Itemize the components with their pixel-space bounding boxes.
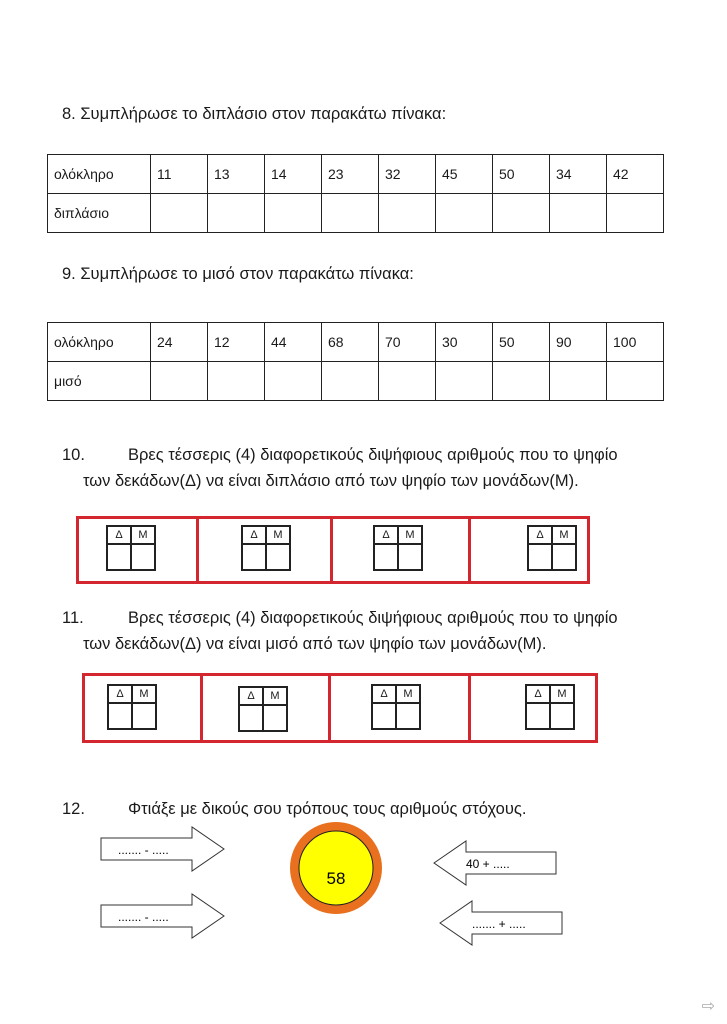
tens-units-grid[interactable] bbox=[371, 684, 421, 730]
value-cell: 44 bbox=[265, 323, 322, 362]
answer-box[interactable] bbox=[203, 676, 331, 740]
units-label: Μ bbox=[266, 526, 290, 544]
arrow-expression: ....... + ..... bbox=[472, 917, 526, 931]
answer-cell[interactable] bbox=[607, 194, 664, 233]
value-cell: 24 bbox=[151, 323, 208, 362]
q11-line2: των δεκάδων(Δ) να είναι μισό από των ψηφίο των μονάδων(Μ). bbox=[83, 635, 547, 653]
arrow-expression: ....... - ..... bbox=[118, 843, 169, 857]
units-cell[interactable] bbox=[396, 703, 420, 729]
arrow-right-icon[interactable] bbox=[100, 893, 226, 939]
tens-units-grid[interactable] bbox=[373, 525, 423, 571]
value-cell: 30 bbox=[436, 323, 493, 362]
table-row bbox=[48, 362, 664, 401]
q10-line2: των δεκάδων(Δ) να είναι διπλάσιο από των ψηφίο των μονάδων(Μ). bbox=[83, 472, 579, 490]
q10-answer-strip bbox=[76, 516, 590, 584]
tens-units-grid[interactable] bbox=[525, 684, 575, 730]
row-label-double: διπλάσιο bbox=[48, 194, 151, 233]
answer-cell[interactable] bbox=[151, 362, 208, 401]
tens-cell[interactable] bbox=[107, 544, 131, 570]
q10-number: 10. bbox=[62, 446, 85, 464]
value-cell: 100 bbox=[607, 323, 664, 362]
target-number: 58 bbox=[326, 869, 346, 888]
q11-answer-strip bbox=[82, 673, 598, 743]
units-cell[interactable] bbox=[266, 544, 290, 570]
answer-box[interactable] bbox=[85, 676, 203, 740]
value-cell: 14 bbox=[265, 155, 322, 194]
answer-cell[interactable] bbox=[379, 194, 436, 233]
tens-label: Δ bbox=[528, 526, 552, 544]
q8-table bbox=[47, 154, 664, 233]
units-cell[interactable] bbox=[132, 703, 156, 729]
answer-box[interactable] bbox=[333, 519, 471, 581]
q8-instruction: 8. Συμπλήρωσε το διπλάσιο στον παρακάτω πίνακα: bbox=[62, 105, 447, 123]
units-cell[interactable] bbox=[263, 705, 287, 731]
value-cell: 13 bbox=[208, 155, 265, 194]
answer-box[interactable] bbox=[471, 519, 587, 581]
value-cell: 12 bbox=[208, 323, 265, 362]
value-cell: 90 bbox=[550, 323, 607, 362]
q9-table bbox=[47, 322, 664, 401]
answer-cell[interactable] bbox=[493, 362, 550, 401]
arrow-left-icon[interactable] bbox=[438, 900, 564, 946]
arrow-right-icon[interactable]: ⇨ bbox=[701, 998, 715, 1015]
answer-box[interactable] bbox=[199, 519, 333, 581]
answer-cell[interactable] bbox=[550, 362, 607, 401]
tens-units-grid[interactable] bbox=[241, 525, 291, 571]
answer-cell[interactable] bbox=[265, 194, 322, 233]
tens-units-grid[interactable] bbox=[107, 684, 157, 730]
tens-units-grid[interactable] bbox=[106, 525, 156, 571]
table-row bbox=[48, 155, 664, 194]
value-cell: 68 bbox=[322, 323, 379, 362]
answer-cell[interactable] bbox=[550, 194, 607, 233]
answer-cell[interactable] bbox=[208, 362, 265, 401]
tens-cell[interactable] bbox=[239, 705, 263, 731]
value-cell: 32 bbox=[379, 155, 436, 194]
arrow-expression: 40 + ..... bbox=[466, 857, 510, 871]
q11-line1: Βρες τέσσερις (4) διαφορετικούς διψήφιους αριθμούς που το ψηφίο bbox=[128, 609, 618, 627]
answer-cell[interactable] bbox=[265, 362, 322, 401]
units-label: Μ bbox=[131, 526, 155, 544]
units-cell[interactable] bbox=[131, 544, 155, 570]
tens-units-grid[interactable] bbox=[238, 686, 288, 732]
answer-cell[interactable] bbox=[436, 194, 493, 233]
tens-label: Δ bbox=[107, 526, 131, 544]
row-label-half: μισό bbox=[48, 362, 151, 401]
arrow-left-icon[interactable] bbox=[432, 840, 558, 886]
table-row bbox=[48, 194, 664, 233]
units-cell[interactable] bbox=[398, 544, 422, 570]
value-cell: 50 bbox=[493, 323, 550, 362]
value-cell: 70 bbox=[379, 323, 436, 362]
answer-cell[interactable] bbox=[436, 362, 493, 401]
units-label: Μ bbox=[396, 685, 420, 703]
row-label-whole: ολόκληρο bbox=[48, 323, 151, 362]
tens-units-grid[interactable] bbox=[527, 525, 577, 571]
answer-cell[interactable] bbox=[379, 362, 436, 401]
units-label: Μ bbox=[550, 685, 574, 703]
value-cell: 50 bbox=[493, 155, 550, 194]
tens-cell[interactable] bbox=[374, 544, 398, 570]
q10-line1: Βρες τέσσερις (4) διαφορετικούς διψήφιους αριθμούς που το ψηφίο bbox=[128, 446, 618, 464]
arrow-expression: ....... - ..... bbox=[118, 910, 169, 924]
q12-number: 12. bbox=[62, 800, 85, 818]
tens-cell[interactable] bbox=[528, 544, 552, 570]
answer-cell[interactable] bbox=[322, 362, 379, 401]
table-row bbox=[48, 323, 664, 362]
units-label: Μ bbox=[398, 526, 422, 544]
units-label: Μ bbox=[263, 687, 287, 705]
units-label: Μ bbox=[552, 526, 576, 544]
answer-cell[interactable] bbox=[322, 194, 379, 233]
q9-instruction: 9. Συμπλήρωσε το μισό στον παρακάτω πίνακα: bbox=[62, 265, 414, 283]
value-cell: 11 bbox=[151, 155, 208, 194]
tens-label: Δ bbox=[108, 685, 132, 703]
units-label: Μ bbox=[132, 685, 156, 703]
q11-number: 11. bbox=[62, 609, 84, 627]
tens-cell[interactable] bbox=[372, 703, 396, 729]
value-cell: 45 bbox=[436, 155, 493, 194]
tens-label: Δ bbox=[372, 685, 396, 703]
tens-cell[interactable] bbox=[108, 703, 132, 729]
value-cell: 23 bbox=[322, 155, 379, 194]
answer-cell[interactable] bbox=[208, 194, 265, 233]
answer-box[interactable] bbox=[471, 676, 595, 740]
answer-box[interactable] bbox=[331, 676, 471, 740]
target-circle-icon bbox=[288, 820, 384, 916]
tens-label: Δ bbox=[526, 685, 550, 703]
answer-cell[interactable] bbox=[607, 362, 664, 401]
units-cell[interactable] bbox=[550, 703, 574, 729]
tens-cell[interactable] bbox=[526, 703, 550, 729]
q12-instruction: Φτιάξε με δικούς σου τρόπους τους αριθμούς στόχους. bbox=[128, 800, 527, 818]
tens-label: Δ bbox=[239, 687, 263, 705]
answer-cell[interactable] bbox=[151, 194, 208, 233]
tens-label: Δ bbox=[242, 526, 266, 544]
units-cell[interactable] bbox=[552, 544, 576, 570]
answer-box[interactable] bbox=[79, 519, 199, 581]
tens-label: Δ bbox=[374, 526, 398, 544]
value-cell: 42 bbox=[607, 155, 664, 194]
value-cell: 34 bbox=[550, 155, 607, 194]
row-label-whole: ολόκληρο bbox=[48, 155, 151, 194]
tens-cell[interactable] bbox=[242, 544, 266, 570]
answer-cell[interactable] bbox=[493, 194, 550, 233]
arrow-right-icon[interactable] bbox=[100, 826, 226, 872]
